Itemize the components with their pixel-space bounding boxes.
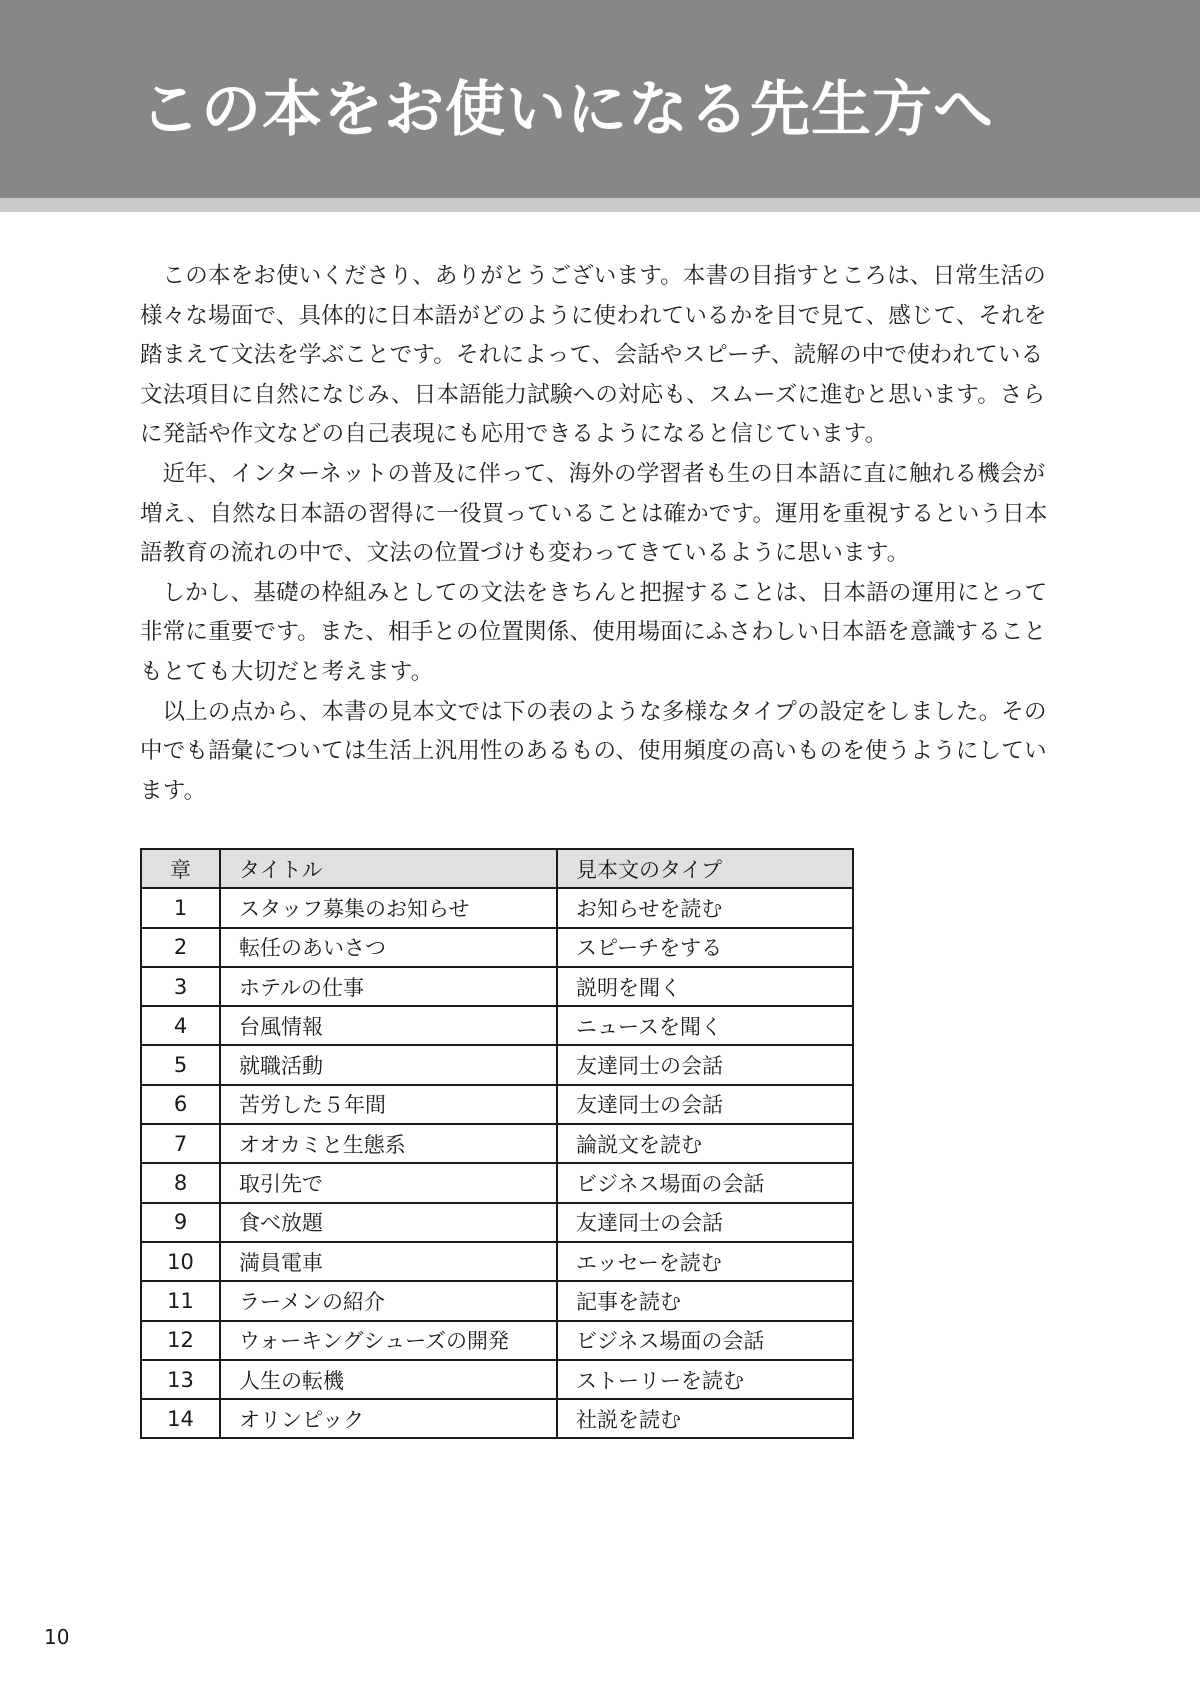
sample-text-type: 説明を聞く bbox=[557, 967, 853, 1006]
table-row bbox=[141, 1321, 853, 1360]
body-text bbox=[140, 257, 1062, 811]
chapter-title: 人生の転機 bbox=[220, 1360, 557, 1399]
sample-text-type: 友達同士の会話 bbox=[557, 1085, 853, 1124]
chapter-title: 苦労した５年間 bbox=[220, 1085, 557, 1124]
chapter-title: オオカミと生態系 bbox=[220, 1124, 557, 1163]
chapter-title: 転任のあいさつ bbox=[220, 928, 557, 967]
chapter-number: 9 bbox=[141, 1203, 220, 1242]
table-row bbox=[141, 1203, 853, 1242]
table-header-row bbox=[141, 849, 853, 888]
chapter-number: 5 bbox=[141, 1045, 220, 1084]
chapter-title: スタッフ募集のお知らせ bbox=[220, 888, 557, 927]
page-number: 10 bbox=[44, 1625, 70, 1649]
chapter-number: 8 bbox=[141, 1163, 220, 1202]
sample-text-type: エッセーを読む bbox=[557, 1242, 853, 1281]
paragraph: この本をお使いくださり、ありがとうございます。本書の目指すところは、日常生活の様々な場面で、具体的に日本語がどのように使われているかを目で見て、感じて、それを踏まえて文法を学ぶことです。それによって、会話やスピーチ、読解の中で使われている文法項目に自然になじみ、日本語能力試験への対応も、スムーズに進むと思います。さらに発話や作文などの自己表現にも応用できるようになると信じています。 bbox=[140, 263, 1047, 448]
sample-text-type: ビジネス場面の会話 bbox=[557, 1321, 853, 1360]
table-row bbox=[141, 1045, 853, 1084]
chapter-title: 食べ放題 bbox=[220, 1203, 557, 1242]
chapter-table bbox=[140, 848, 854, 1439]
table-row bbox=[141, 1006, 853, 1045]
chapter-title: 台風情報 bbox=[220, 1006, 557, 1045]
sample-text-type: ビジネス場面の会話 bbox=[557, 1163, 853, 1202]
table-row bbox=[141, 928, 853, 967]
chapter-number: 7 bbox=[141, 1124, 220, 1163]
table-row bbox=[141, 1163, 853, 1202]
chapter-number: 4 bbox=[141, 1006, 220, 1045]
chapter-number: 6 bbox=[141, 1085, 220, 1124]
chapter-number: 10 bbox=[141, 1242, 220, 1281]
chapter-number: 14 bbox=[141, 1399, 220, 1438]
paragraph: しかし、基礎の枠組みとしての文法をきちんと把握することは、日本語の運用にとって非常に重要です。また、相手との位置関係、使用場面にふさわしい日本語を意識することもとても大切だと考えます。 bbox=[140, 579, 1048, 685]
header-divider bbox=[0, 198, 1200, 212]
chapter-title: ウォーキングシューズの開発 bbox=[220, 1321, 557, 1360]
column-header-type: 見本文のタイプ bbox=[557, 849, 853, 888]
chapter-number: 1 bbox=[141, 888, 220, 927]
sample-text-type: お知らせを読む bbox=[557, 888, 853, 927]
sample-text-type: スピーチをする bbox=[557, 928, 853, 967]
table-row bbox=[141, 1085, 853, 1124]
chapter-title: ラーメンの紹介 bbox=[220, 1281, 557, 1320]
table-row bbox=[141, 888, 853, 927]
chapter-number: 2 bbox=[141, 928, 220, 967]
chapter-title: 就職活動 bbox=[220, 1045, 557, 1084]
sample-text-type: 友達同士の会話 bbox=[557, 1203, 853, 1242]
table-row bbox=[141, 1281, 853, 1320]
sample-text-type: 記事を読む bbox=[557, 1281, 853, 1320]
sample-text-type: 論説文を読む bbox=[557, 1124, 853, 1163]
paragraph: 以上の点から、本書の見本文では下の表のような多様なタイプの設定をしました。その中でも語彙については生活上汎用性のあるもの、使用頻度の高いものを使うようにしています。 bbox=[140, 698, 1047, 804]
paragraph: 近年、インターネットの普及に伴って、海外の学習者も生の日本語に直に触れる機会が増え、自然な日本語の習得に一役買っていることは確かです。運用を重視するという日本語教育の流れの中で、文法の位置づけも変わってきているように思います。 bbox=[140, 460, 1048, 567]
sample-text-type: ニュースを聞く bbox=[557, 1006, 853, 1045]
chapter-number: 11 bbox=[141, 1281, 220, 1320]
chapter-title: オリンピック bbox=[220, 1399, 557, 1438]
table-row bbox=[141, 1124, 853, 1163]
column-header-title: タイトル bbox=[220, 849, 557, 888]
column-header-chapter: 章 bbox=[141, 849, 220, 888]
table-row bbox=[141, 1399, 853, 1438]
table-row bbox=[141, 1242, 853, 1281]
table-row bbox=[141, 1360, 853, 1399]
sample-text-type: 社説を読む bbox=[557, 1399, 853, 1438]
chapter-number: 13 bbox=[141, 1360, 220, 1399]
chapter-title: 満員電車 bbox=[220, 1242, 557, 1281]
page-title: この本をお使いになる先生方へ bbox=[140, 75, 994, 145]
table-row bbox=[141, 967, 853, 1006]
chapter-title: 取引先で bbox=[220, 1163, 557, 1202]
chapter-number: 12 bbox=[141, 1321, 220, 1360]
chapter-title: ホテルの仕事 bbox=[220, 967, 557, 1006]
sample-text-type: ストーリーを読む bbox=[557, 1360, 853, 1399]
sample-text-type: 友達同士の会話 bbox=[557, 1045, 853, 1084]
chapter-number: 3 bbox=[141, 967, 220, 1006]
